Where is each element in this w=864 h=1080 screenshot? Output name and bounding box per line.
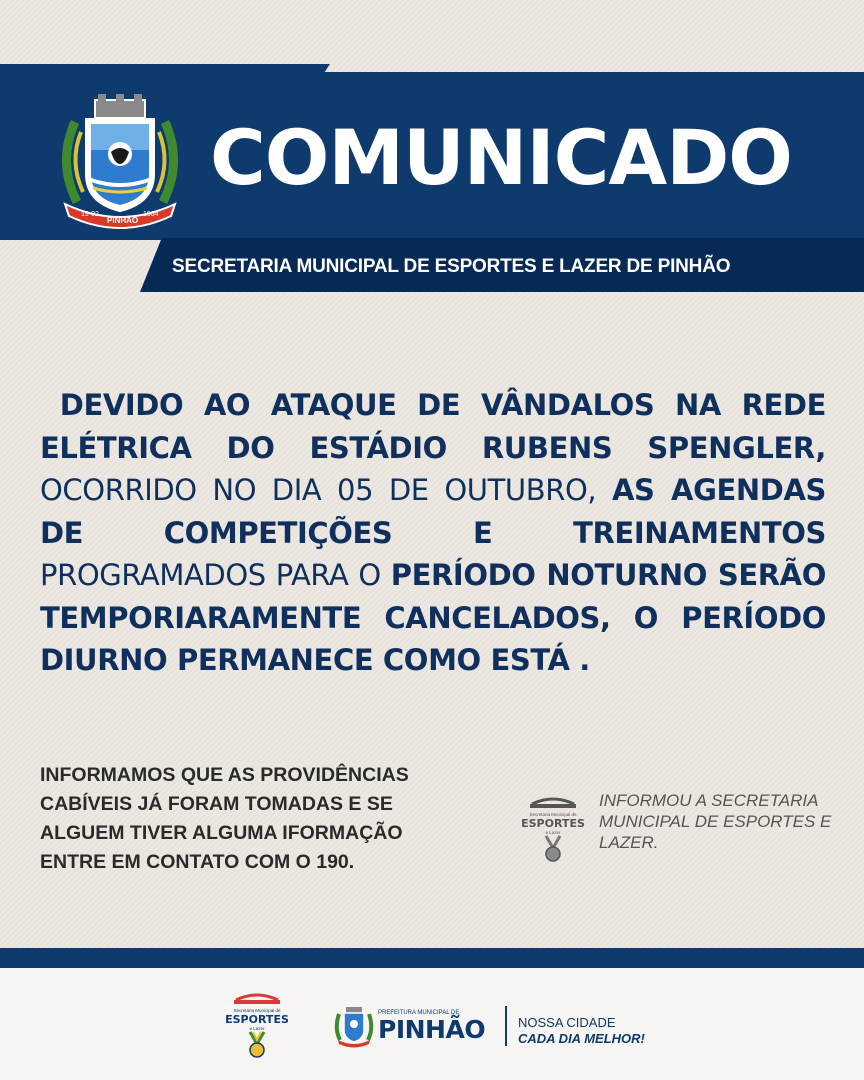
esportes-bottom-label: e Lazer: [545, 830, 561, 835]
crest-date-left: 19-02: [81, 211, 99, 218]
page-subtitle: SECRETARIA MUNICIPAL DE ESPORTES E LAZER DE PINHÃO: [172, 256, 731, 277]
announcement-part-1: DEVIDO AO ATAQUE DE VÂNDALOS NA REDE ELÉTRICA DO ESTÁDIO RUBENS SPENGLER,: [40, 388, 826, 465]
announcement-part-2: OCORRIDO NO DIA 05 DE OUTUBRO,: [40, 473, 597, 507]
footer-divider: [505, 1006, 507, 1046]
footer-crest-icon: [334, 1004, 374, 1048]
footer-band: [0, 948, 864, 968]
page-title: COMUNICADO: [210, 113, 792, 202]
footer-esportes-label: ESPORTES: [225, 1013, 289, 1026]
info-note: INFORMOU A SECRETARIA MUNICIPAL DE ESPORTES E LAZER.: [599, 791, 832, 852]
footer-esportes-bottom-label: e Lazer: [249, 1026, 265, 1031]
esportes-top-label: Secretaria Municipal de: [529, 812, 577, 817]
announcement-part-3: AS AGENDAS DE COMPETIÇÕES E TREINAMENTOS: [40, 473, 826, 550]
announcement-part-4: PROGRAMADOS PARA O: [40, 558, 381, 592]
crest-city-name: PINHÃO: [107, 216, 139, 225]
prefeitura-label: PREFEITURA MUNICIPAL DE: [378, 1010, 460, 1016]
pinhao-wordmark: PINHÃO: [378, 1015, 486, 1044]
info-text: INFORMAMOS QUE AS PROVIDÊNCIAS CABÍVEIS JÁ FORAM TOMADAS E SE ALGUEM TIVER ALGUMA IFORMAÇÃO ENTRE EM CONTATO COM O 190.: [40, 764, 409, 873]
slogan-line-1: NOSSA CIDADE: [518, 1015, 616, 1030]
footer-esportes-logo-icon: [220, 990, 294, 1060]
crest-date-right: 1964: [143, 211, 159, 218]
slogan-line-2: CADA DIA MELHOR!: [518, 1031, 645, 1046]
announcement-part-5: PERÍODO NOTURNO SERÃO TEMPORIARAMENTE CANCELADOS, O PERÍODO DIURNO PERMANECE COMO ESTÁ .: [40, 558, 826, 677]
municipal-crest-icon: [55, 92, 185, 232]
esportes-logo-icon: [516, 794, 590, 864]
footer-esportes-top-label: Secretaria Municipal de: [233, 1008, 281, 1013]
announcement-text: [40, 384, 826, 682]
esportes-label: ESPORTES: [521, 817, 585, 830]
